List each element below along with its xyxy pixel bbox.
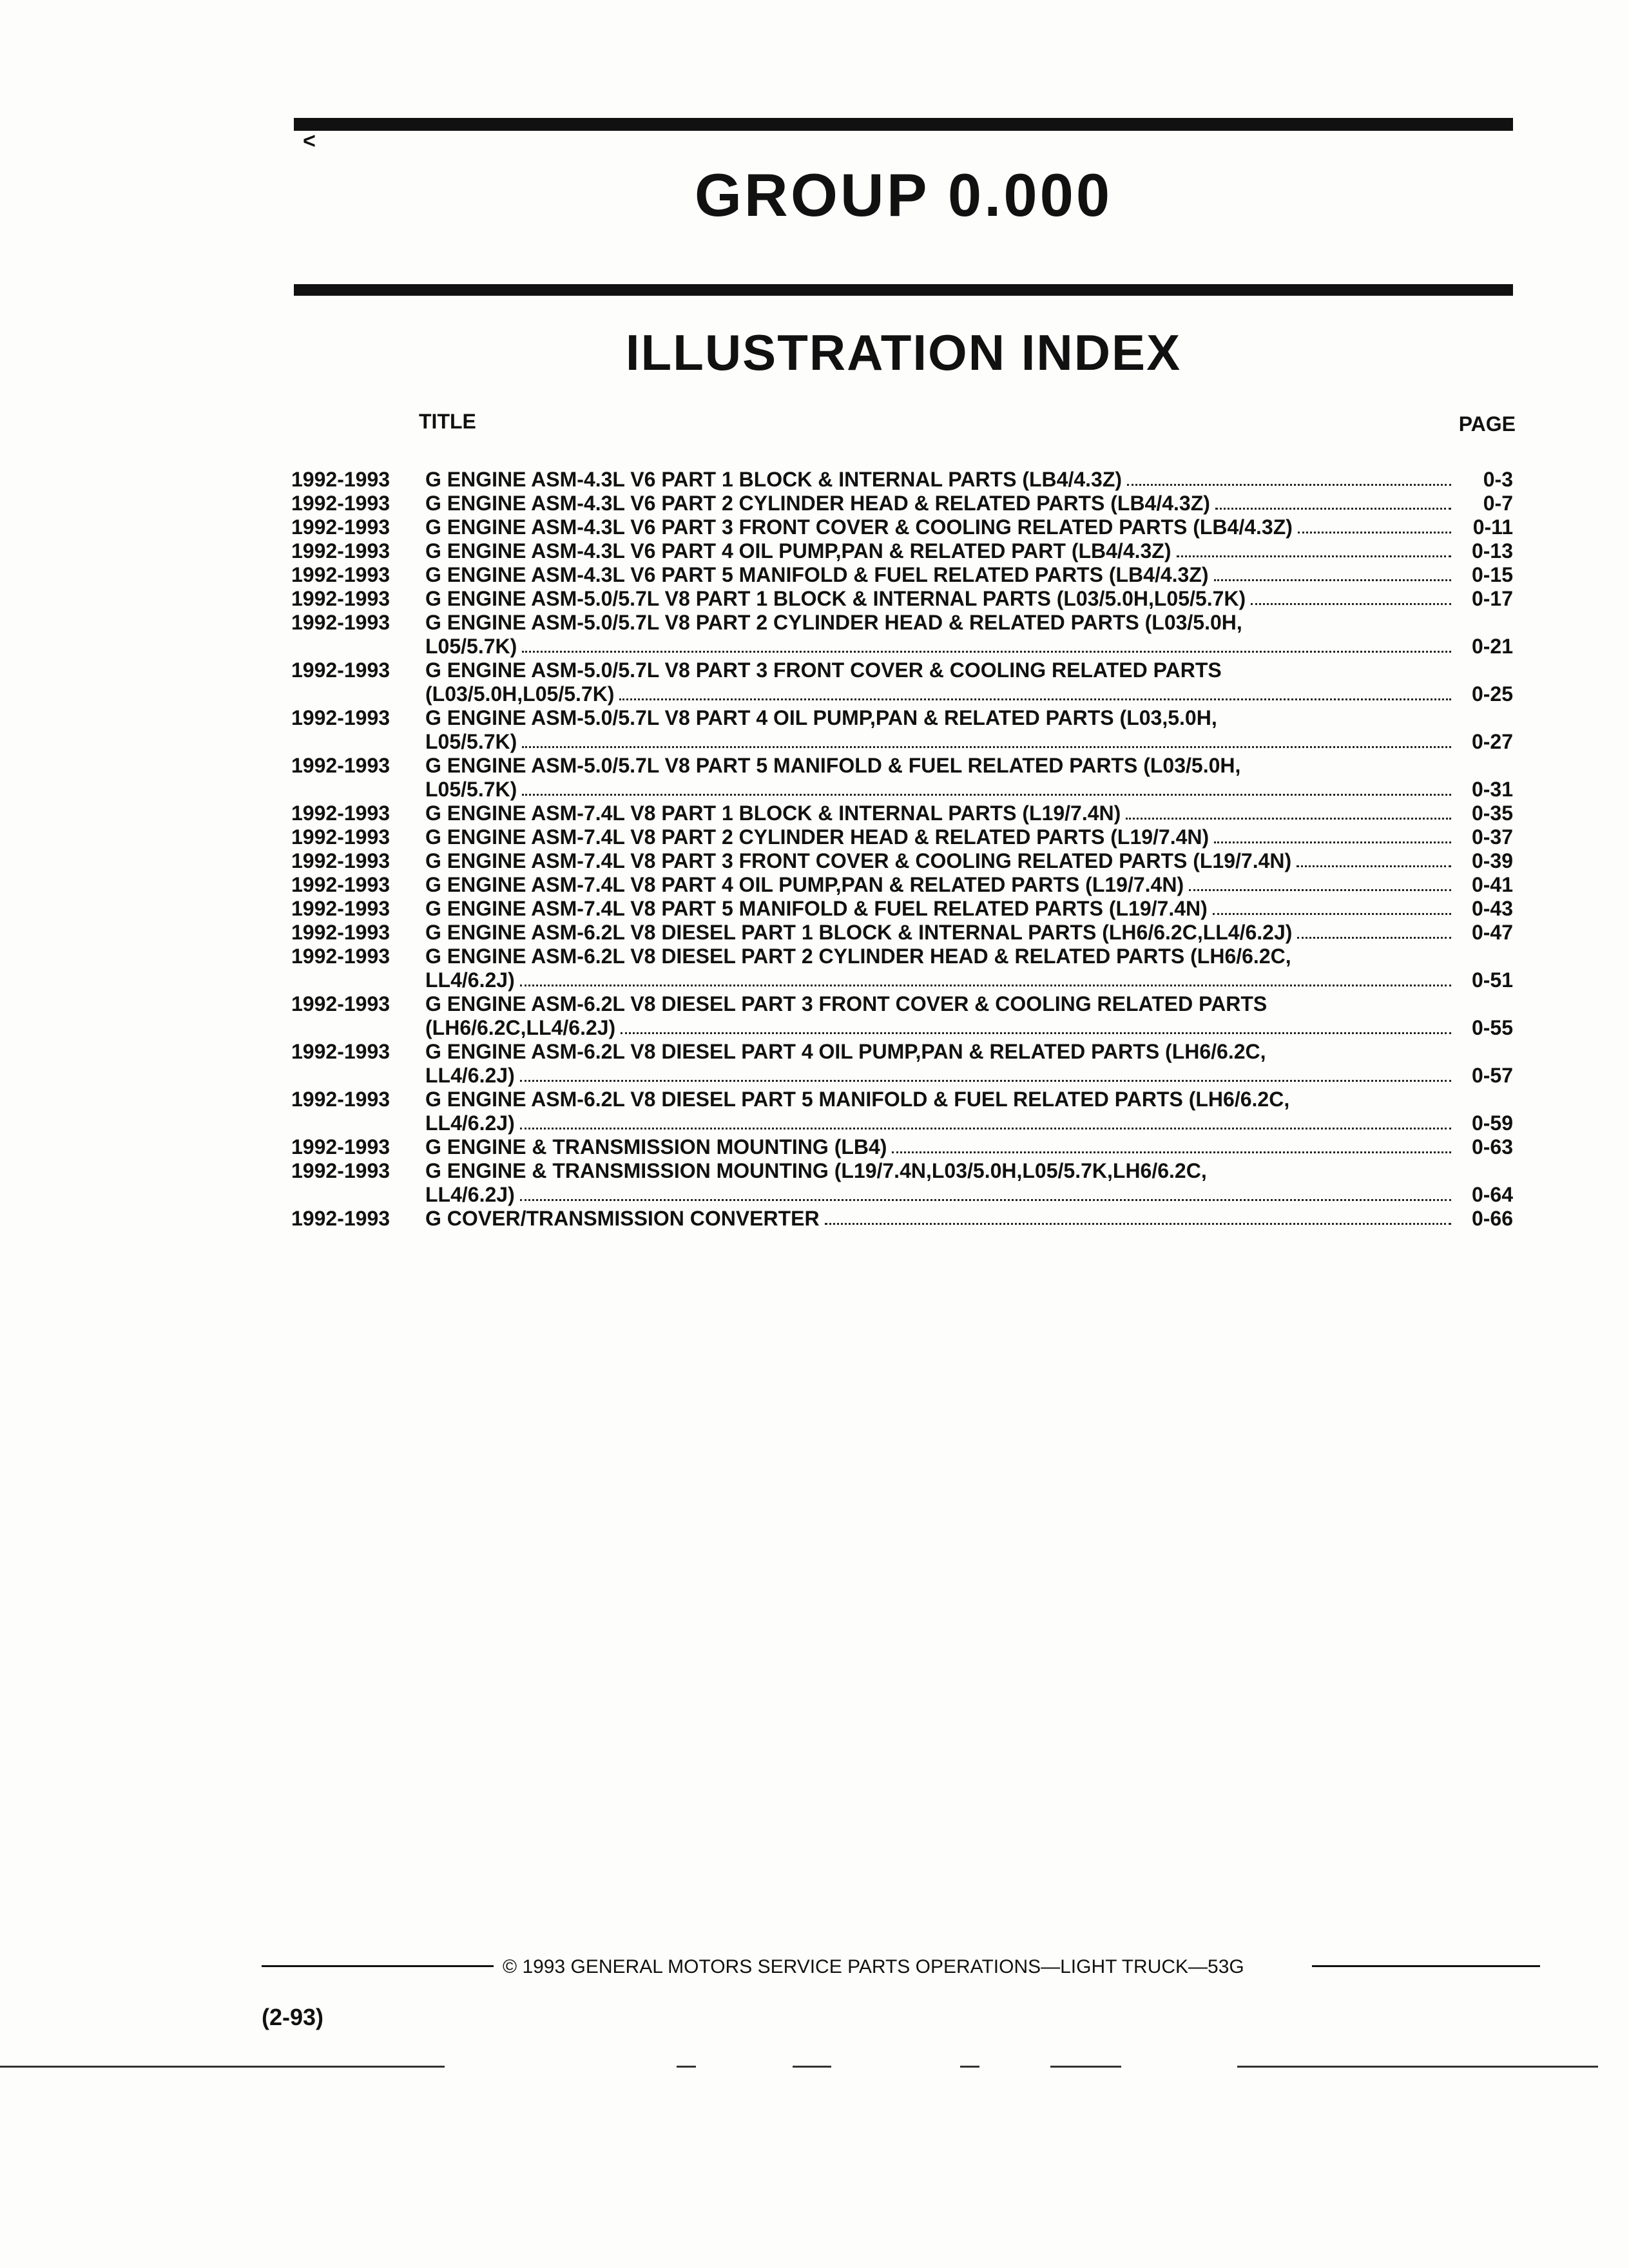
entry-year: 1992-1993: [291, 658, 390, 682]
entry-page-number: 0-35: [1471, 802, 1513, 825]
entry-year: 1992-1993: [291, 1159, 390, 1182]
entry-year: 1992-1993: [291, 1088, 390, 1111]
entry-page-number: 0-27: [1471, 730, 1513, 753]
entry-title-line: LL4/6.2J): [425, 1183, 515, 1206]
entry-title-line: LL4/6.2J): [425, 1111, 515, 1135]
index-entry: [291, 1040, 1513, 1088]
index-entry: [291, 706, 1513, 754]
entry-page-number: 0-59: [1471, 1111, 1513, 1135]
index-entry: [291, 921, 1513, 945]
index-entry: [291, 492, 1513, 515]
entry-year: 1992-1993: [291, 515, 390, 539]
entry-title-line: G ENGINE ASM-6.2L V8 DIESEL PART 4 OIL PUMP,PAN & RELATED PARTS (LH6/6.2C,: [425, 1040, 1266, 1063]
dot-leader: [1177, 555, 1452, 557]
dot-leader: [1215, 508, 1451, 510]
entry-title-line: G ENGINE ASM-5.0/5.7L V8 PART 3 FRONT COVER & COOLING RELATED PARTS: [425, 658, 1222, 682]
entry-title-line: G ENGINE ASM-5.0/5.7L V8 PART 2 CYLINDER HEAD & RELATED PARTS (L03/5.0H,: [425, 611, 1242, 634]
index-entry: [291, 945, 1513, 992]
top-rule: [294, 118, 1513, 131]
dot-leader: [892, 1151, 1451, 1153]
dot-leader: [522, 794, 1451, 796]
entry-title-line: G ENGINE ASM-4.3L V6 PART 1 BLOCK & INTERNAL PARTS (LB4/4.3Z): [425, 468, 1123, 491]
dot-leader: [1251, 603, 1451, 605]
entry-title-line: G ENGINE ASM-4.3L V6 PART 3 FRONT COVER & COOLING RELATED PARTS (LB4/4.3Z): [425, 515, 1293, 539]
scan-artifact-line: [0, 2066, 445, 2068]
entry-page-number: 0-25: [1471, 682, 1513, 706]
dot-leader: [1189, 889, 1451, 891]
dot-leader: [1297, 937, 1451, 939]
index-entry: [291, 539, 1513, 563]
entry-title-line: L05/5.7K): [425, 778, 517, 801]
entry-title-line: G ENGINE ASM-7.4L V8 PART 4 OIL PUMP,PAN & RELATED PARTS (L19/7.4N): [425, 873, 1184, 896]
entry-year: 1992-1993: [291, 873, 390, 896]
entry-title-line: LL4/6.2J): [425, 1064, 515, 1087]
entry-title-line: G ENGINE ASM-6.2L V8 DIESEL PART 2 CYLINDER HEAD & RELATED PARTS (LH6/6.2C,: [425, 945, 1291, 968]
entry-page-number: 0-43: [1471, 897, 1513, 920]
footer-rule-right: [1312, 1965, 1540, 1967]
index-entry: [291, 1088, 1513, 1135]
scan-artifact-line: [677, 2066, 696, 2068]
scan-artifact-line: [960, 2066, 979, 2068]
entry-year: 1992-1993: [291, 587, 390, 610]
entry-page-number: 0-21: [1471, 635, 1513, 658]
column-header-page: PAGE: [1458, 412, 1516, 436]
entry-title-line: (L03/5.0H,L05/5.7K): [425, 682, 615, 706]
index-entry: [291, 873, 1513, 897]
index-entry: [291, 849, 1513, 873]
entry-title-line: G ENGINE ASM-7.4L V8 PART 5 MANIFOLD & FUEL RELATED PARTS (L19/7.4N): [425, 897, 1208, 920]
entry-year: 1992-1993: [291, 945, 390, 968]
index-entry: [291, 992, 1513, 1040]
index-entry: [291, 1135, 1513, 1159]
index-entries: [291, 468, 1513, 1231]
entry-year: 1992-1993: [291, 849, 390, 872]
entry-title-line: L05/5.7K): [425, 635, 517, 658]
dot-leader: [522, 651, 1451, 653]
index-entry: [291, 897, 1513, 921]
entry-title-line: G ENGINE ASM-5.0/5.7L V8 PART 4 OIL PUMP,PAN & RELATED PARTS (L03,5.0H,: [425, 706, 1217, 729]
footer-date-code: (2-93): [262, 2004, 324, 2030]
entry-page-number: 0-31: [1471, 778, 1513, 801]
footer-rule-left: [262, 1965, 494, 1967]
entry-year: 1992-1993: [291, 754, 390, 777]
entry-page-number: 0-41: [1471, 873, 1513, 896]
index-entry: [291, 587, 1513, 611]
entry-title-line: G ENGINE ASM-6.2L V8 DIESEL PART 1 BLOCK & INTERNAL PARTS (LH6/6.2C,LL4/6.2J): [425, 921, 1293, 944]
index-entry: [291, 1159, 1513, 1207]
scan-artifact-line: [793, 2066, 831, 2068]
entry-year: 1992-1993: [291, 563, 390, 586]
dot-leader: [1296, 865, 1451, 867]
index-entry: [291, 515, 1513, 539]
scan-artifact-line: [1050, 2066, 1121, 2068]
middle-rule: [294, 284, 1513, 296]
index-entry: [291, 658, 1513, 706]
entry-year: 1992-1993: [291, 468, 390, 491]
entry-page-number: 0-15: [1471, 563, 1513, 586]
dot-leader: [1214, 579, 1451, 581]
entry-page-number: 0-37: [1471, 825, 1513, 849]
entry-year: 1992-1993: [291, 539, 390, 562]
column-header-title: TITLE: [419, 410, 476, 433]
dot-leader: [520, 985, 1451, 986]
entry-title-line: G ENGINE & TRANSMISSION MOUNTING (LB4): [425, 1135, 887, 1158]
entry-year: 1992-1993: [291, 992, 390, 1015]
dot-leader: [1126, 818, 1451, 820]
entry-title-line: G ENGINE ASM-6.2L V8 DIESEL PART 3 FRONT COVER & COOLING RELATED PARTS: [425, 992, 1268, 1015]
entry-year: 1992-1993: [291, 706, 390, 729]
entry-title-line: G ENGINE ASM-6.2L V8 DIESEL PART 5 MANIFOLD & FUEL RELATED PARTS (LH6/6.2C,: [425, 1088, 1290, 1111]
entry-year: 1992-1993: [291, 825, 390, 849]
entry-title-line: (LH6/6.2C,LL4/6.2J): [425, 1016, 616, 1039]
entry-year: 1992-1993: [291, 802, 390, 825]
entry-year: 1992-1993: [291, 1207, 390, 1230]
index-entry: [291, 825, 1513, 849]
dot-leader: [520, 1128, 1451, 1129]
entry-title-line: G ENGINE ASM-4.3L V6 PART 5 MANIFOLD & FUEL RELATED PARTS (LB4/4.3Z): [425, 563, 1209, 586]
dot-leader: [619, 698, 1451, 700]
entry-title-line: G ENGINE ASM-5.0/5.7L V8 PART 1 BLOCK & INTERNAL PARTS (L03/5.0H,L05/5.7K): [425, 587, 1246, 610]
index-entry: [291, 1207, 1513, 1231]
entry-title-line: G ENGINE ASM-4.3L V6 PART 4 OIL PUMP,PAN & RELATED PART (LB4/4.3Z): [425, 539, 1171, 562]
dot-leader: [1213, 913, 1451, 915]
entry-year: 1992-1993: [291, 492, 390, 515]
entry-title-line: G ENGINE ASM-4.3L V6 PART 2 CYLINDER HEAD & RELATED PARTS (LB4/4.3Z): [425, 492, 1210, 515]
entry-page-number: 0-13: [1471, 539, 1513, 562]
dot-leader: [520, 1080, 1451, 1082]
entry-year: 1992-1993: [291, 611, 390, 634]
dot-leader: [621, 1032, 1451, 1034]
dot-leader: [1214, 841, 1451, 843]
entry-title-line: LL4/6.2J): [425, 968, 515, 992]
entry-page-number: 0-11: [1472, 515, 1513, 539]
entry-year: 1992-1993: [291, 897, 390, 920]
entry-page-number: 0-55: [1471, 1016, 1513, 1039]
entry-year: 1992-1993: [291, 1135, 390, 1158]
entry-page-number: 0-57: [1471, 1064, 1513, 1087]
entry-page-number: 0-3: [1483, 468, 1513, 491]
dot-leader: [1127, 484, 1451, 486]
dot-leader: [1298, 532, 1451, 533]
index-entry: [291, 802, 1513, 825]
entry-page-number: 0-47: [1471, 921, 1513, 944]
dot-leader: [520, 1199, 1451, 1201]
entry-year: 1992-1993: [291, 921, 390, 944]
dot-leader: [825, 1223, 1451, 1225]
entry-title-line: L05/5.7K): [425, 730, 517, 753]
margin-mark: <: [303, 129, 316, 153]
footer-copyright: © 1993 GENERAL MOTORS SERVICE PARTS OPERATIONS—LIGHT TRUCK—53G: [503, 1956, 1244, 1977]
index-entry: [291, 468, 1513, 492]
group-title: GROUP 0.000: [694, 161, 1113, 229]
index-entry: [291, 611, 1513, 658]
index-entry: [291, 563, 1513, 587]
entry-title-line: G ENGINE ASM-5.0/5.7L V8 PART 5 MANIFOLD & FUEL RELATED PARTS (L03/5.0H,: [425, 754, 1241, 777]
entry-year: 1992-1993: [291, 1040, 390, 1063]
entry-title-line: G ENGINE ASM-7.4L V8 PART 2 CYLINDER HEAD & RELATED PARTS (L19/7.4N): [425, 825, 1210, 849]
entry-title-line: G ENGINE & TRANSMISSION MOUNTING (L19/7.4N,L03/5.0H,L05/5.7K,LH6/6.2C,: [425, 1159, 1207, 1182]
entry-page-number: 0-64: [1471, 1183, 1513, 1206]
entry-page-number: 0-7: [1483, 492, 1513, 515]
entry-title-line: G ENGINE ASM-7.4L V8 PART 1 BLOCK & INTERNAL PARTS (L19/7.4N): [425, 802, 1121, 825]
dot-leader: [522, 746, 1451, 748]
entry-page-number: 0-63: [1471, 1135, 1513, 1158]
entry-page-number: 0-66: [1471, 1207, 1513, 1230]
entry-page-number: 0-51: [1471, 968, 1513, 992]
entry-page-number: 0-17: [1471, 587, 1513, 610]
entry-title-line: G ENGINE ASM-7.4L V8 PART 3 FRONT COVER & COOLING RELATED PARTS (L19/7.4N): [425, 849, 1292, 872]
index-entry: [291, 754, 1513, 802]
entry-page-number: 0-39: [1471, 849, 1513, 872]
entry-title-line: G COVER/TRANSMISSION CONVERTER: [425, 1207, 820, 1230]
scan-artifact-line: [1237, 2066, 1598, 2068]
index-title: ILLUSTRATION INDEX: [625, 324, 1182, 381]
